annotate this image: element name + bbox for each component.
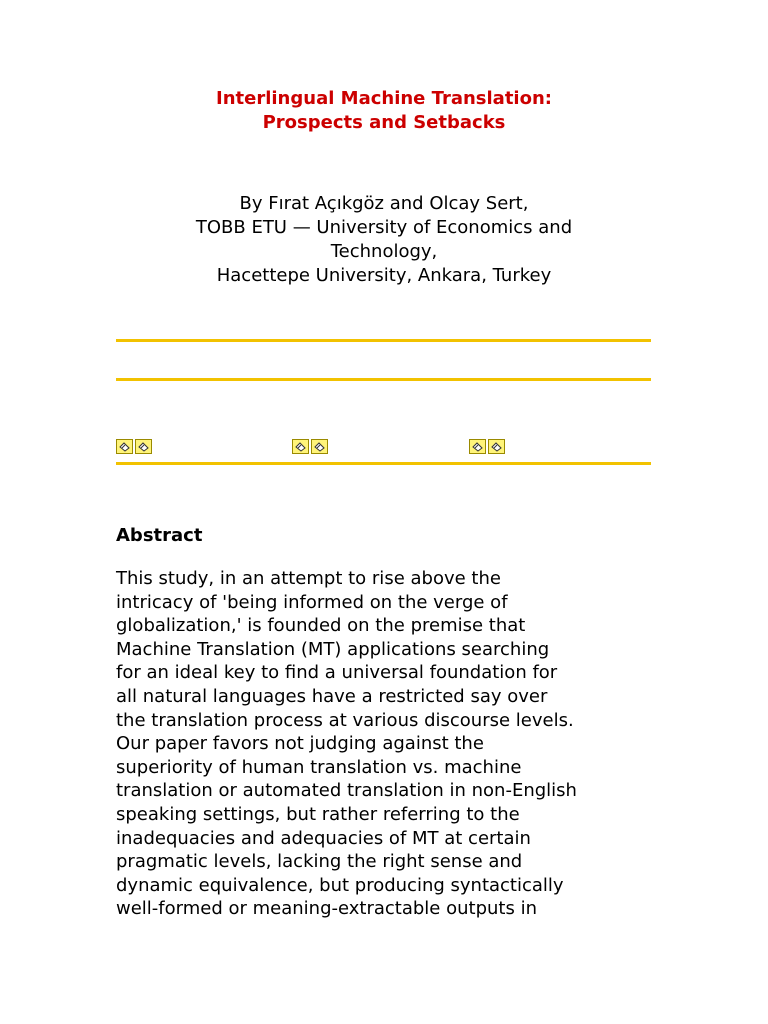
divider-bottom xyxy=(116,462,651,465)
abstract-line: Machine Translation (MT) applications searching xyxy=(116,638,550,660)
title-line-1: Interlingual Machine Translation: xyxy=(216,88,552,109)
nav-buttons-row xyxy=(116,439,651,457)
abstract-line: speaking settings, but rather referring to the xyxy=(116,803,520,825)
broken-image-icon xyxy=(295,441,306,452)
byline-affiliation-2: Hacettepe University, Ankara, Turkey xyxy=(216,265,552,286)
byline-affiliation-1-cont: Technology, xyxy=(330,241,438,262)
byline xyxy=(140,192,628,288)
nav-button-3b[interactable] xyxy=(488,439,505,454)
divider-middle xyxy=(116,378,651,381)
abstract-line: for an ideal key to find a universal foundation for xyxy=(116,662,558,684)
abstract-line: Our paper favors not judging against the xyxy=(116,733,484,755)
byline-affiliation-1: TOBB ETU — University of Economics and xyxy=(195,217,573,238)
nav-button-2b[interactable] xyxy=(311,439,328,454)
title-line-2: Prospects and Setbacks xyxy=(262,112,506,133)
abstract-line: dynamic equivalence, but producing syntactically xyxy=(116,874,564,896)
abstract-heading: Abstract xyxy=(116,525,203,546)
abstract-line: translation or automated translation in non-English xyxy=(116,780,577,802)
broken-image-icon xyxy=(472,441,483,452)
nav-button-2a[interactable] xyxy=(292,439,309,454)
nav-group-1 xyxy=(116,439,152,455)
broken-image-icon xyxy=(314,441,325,452)
abstract-body xyxy=(116,567,656,921)
nav-button-3a[interactable] xyxy=(469,439,486,454)
broken-image-icon xyxy=(138,441,149,452)
broken-image-icon xyxy=(119,441,130,452)
abstract-line: inadequacies and adequacies of MT at certain xyxy=(116,827,531,849)
nav-group-2 xyxy=(292,439,328,455)
abstract-line: the translation process at various discourse levels. xyxy=(116,709,574,731)
nav-button-1b[interactable] xyxy=(135,439,152,454)
broken-image-icon xyxy=(491,441,502,452)
abstract-line: globalization,' is founded on the premise that xyxy=(116,615,526,637)
divider-top xyxy=(116,339,651,342)
abstract-line: intricacy of 'being informed on the verge of xyxy=(116,591,508,613)
abstract-line: pragmatic levels, lacking the right sense and xyxy=(116,851,523,873)
nav-group-3 xyxy=(469,439,505,455)
abstract-line: well-formed or meaning-extractable outputs in xyxy=(116,898,537,920)
abstract-line: all natural languages have a restricted say over xyxy=(116,685,548,707)
nav-button-1a[interactable] xyxy=(116,439,133,454)
byline-authors: By Fırat Açıkgöz and Olcay Sert, xyxy=(239,193,529,214)
abstract-line: superiority of human translation vs. machine xyxy=(116,756,522,778)
article-title xyxy=(0,87,768,135)
abstract-line: This study, in an attempt to rise above the xyxy=(116,568,501,589)
